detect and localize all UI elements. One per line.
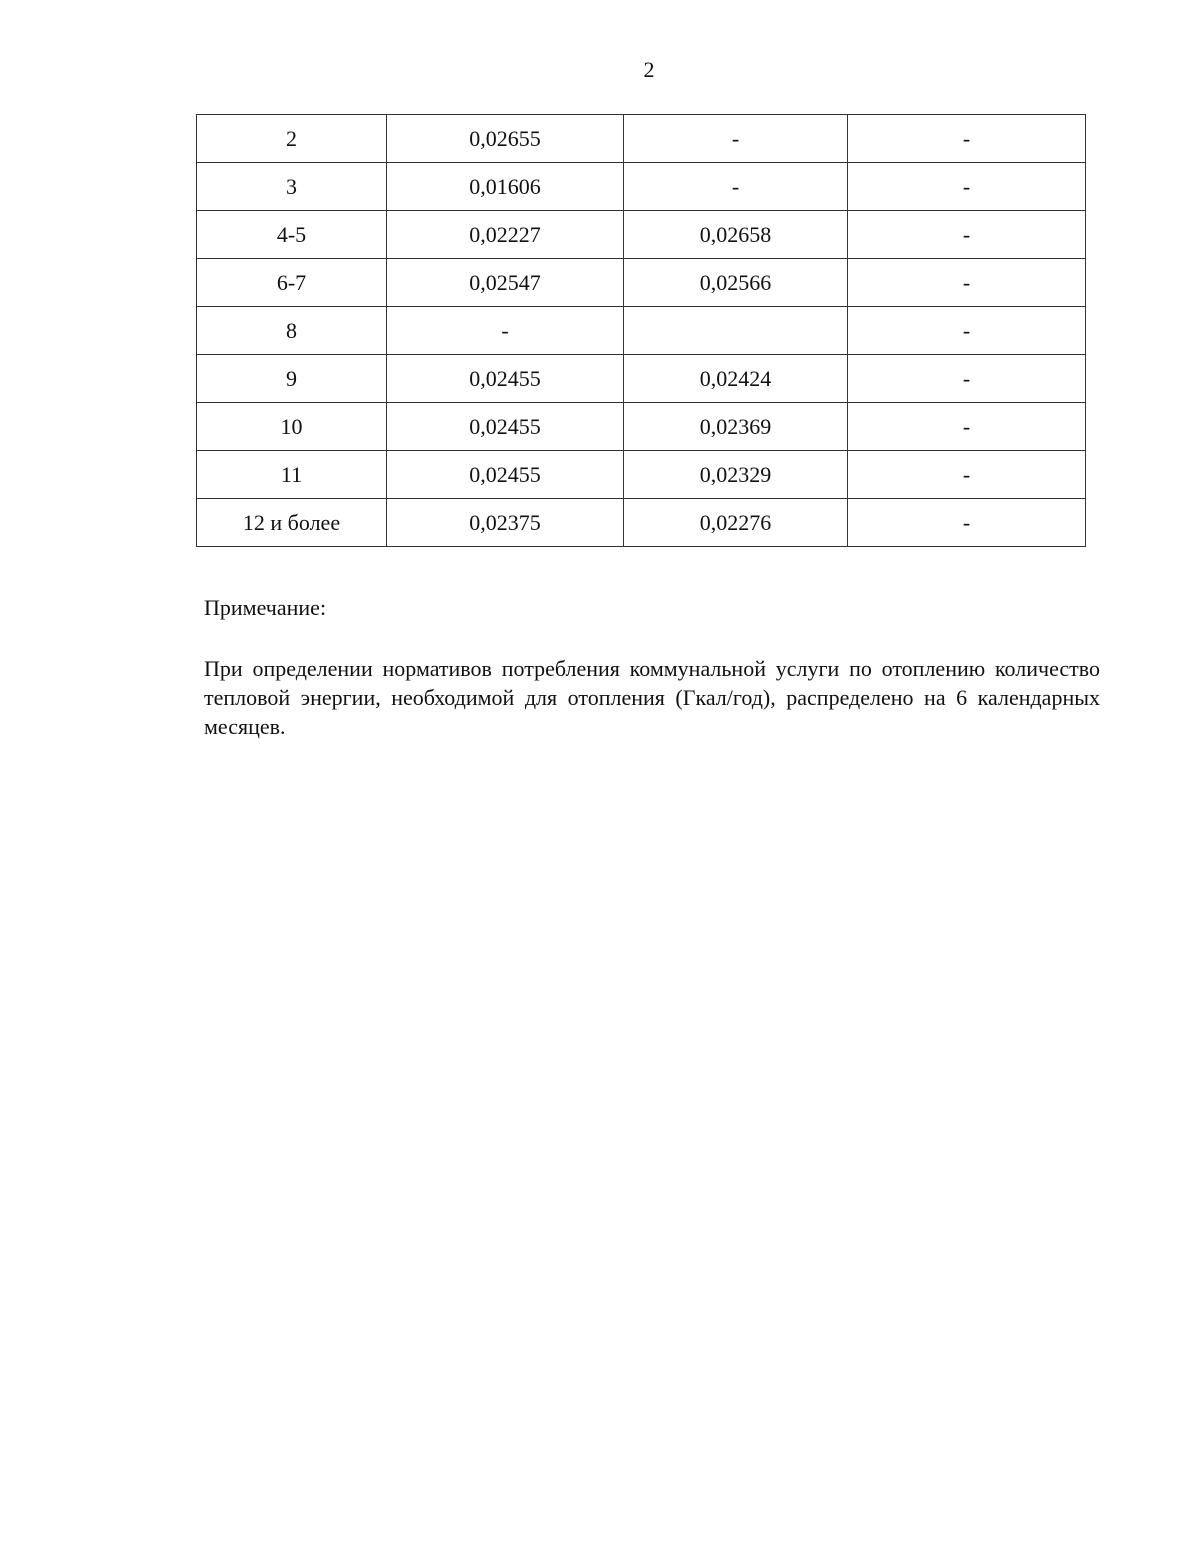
table-cell-floors: 10	[197, 403, 387, 451]
table-row	[197, 163, 1086, 211]
note-text: При определении нормативов потребления коммунальной услуги по отоплению количество тепловой энергии, необходимой для отопления (Гкал/год), распределено на 6 календарных месяцев.	[204, 656, 1100, 739]
table-row	[197, 115, 1086, 163]
table-cell-floors: 6-7	[197, 259, 387, 307]
table-row	[197, 403, 1086, 451]
page-number: 2	[643, 57, 655, 82]
table-row	[197, 211, 1086, 259]
table-cell-value: 0,02227	[387, 211, 624, 259]
table-cell-value: -	[848, 403, 1086, 451]
table-cell-value: -	[848, 115, 1086, 163]
table-cell-value: 0,02658	[624, 211, 848, 259]
table-cell-value: 0,02424	[624, 355, 848, 403]
table-cell-value: 0,01606	[387, 163, 624, 211]
table-row	[197, 307, 1086, 355]
table-cell-value: 0,02329	[624, 451, 848, 499]
table-cell-value: 0,02655	[387, 115, 624, 163]
table-cell-value: -	[624, 163, 848, 211]
table-cell-value	[624, 307, 848, 355]
table-cell-value: 0,02455	[387, 403, 624, 451]
norms-table	[196, 114, 1086, 547]
table-cell-value: 0,02547	[387, 259, 624, 307]
table-cell-floors: 12 и более	[197, 499, 387, 547]
table-cell-value: -	[848, 355, 1086, 403]
table-row	[197, 259, 1086, 307]
table-cell-value: 0,02566	[624, 259, 848, 307]
table-cell-floors: 2	[197, 115, 387, 163]
table-cell-value: -	[624, 115, 848, 163]
table-cell-value: 0,02455	[387, 355, 624, 403]
table-cell-value: 0,02276	[624, 499, 848, 547]
table-cell-value: 0,02375	[387, 499, 624, 547]
table-row	[197, 355, 1086, 403]
table-cell-floors: 11	[197, 451, 387, 499]
table-cell-value: -	[848, 499, 1086, 547]
table-cell-value: -	[387, 307, 624, 355]
table-cell-value: 0,02455	[387, 451, 624, 499]
table-cell-value: -	[848, 451, 1086, 499]
table-cell-floors: 8	[197, 307, 387, 355]
table-row	[197, 499, 1086, 547]
note-label: Примечание:	[204, 595, 327, 620]
table-cell-value: -	[848, 163, 1086, 211]
table-cell-value: -	[848, 307, 1086, 355]
table-cell-floors: 3	[197, 163, 387, 211]
table-cell-floors: 4-5	[197, 211, 387, 259]
table-cell-value: -	[848, 211, 1086, 259]
table-cell-value: 0,02369	[624, 403, 848, 451]
table-cell-floors: 9	[197, 355, 387, 403]
table-row	[197, 451, 1086, 499]
table-cell-value: -	[848, 259, 1086, 307]
